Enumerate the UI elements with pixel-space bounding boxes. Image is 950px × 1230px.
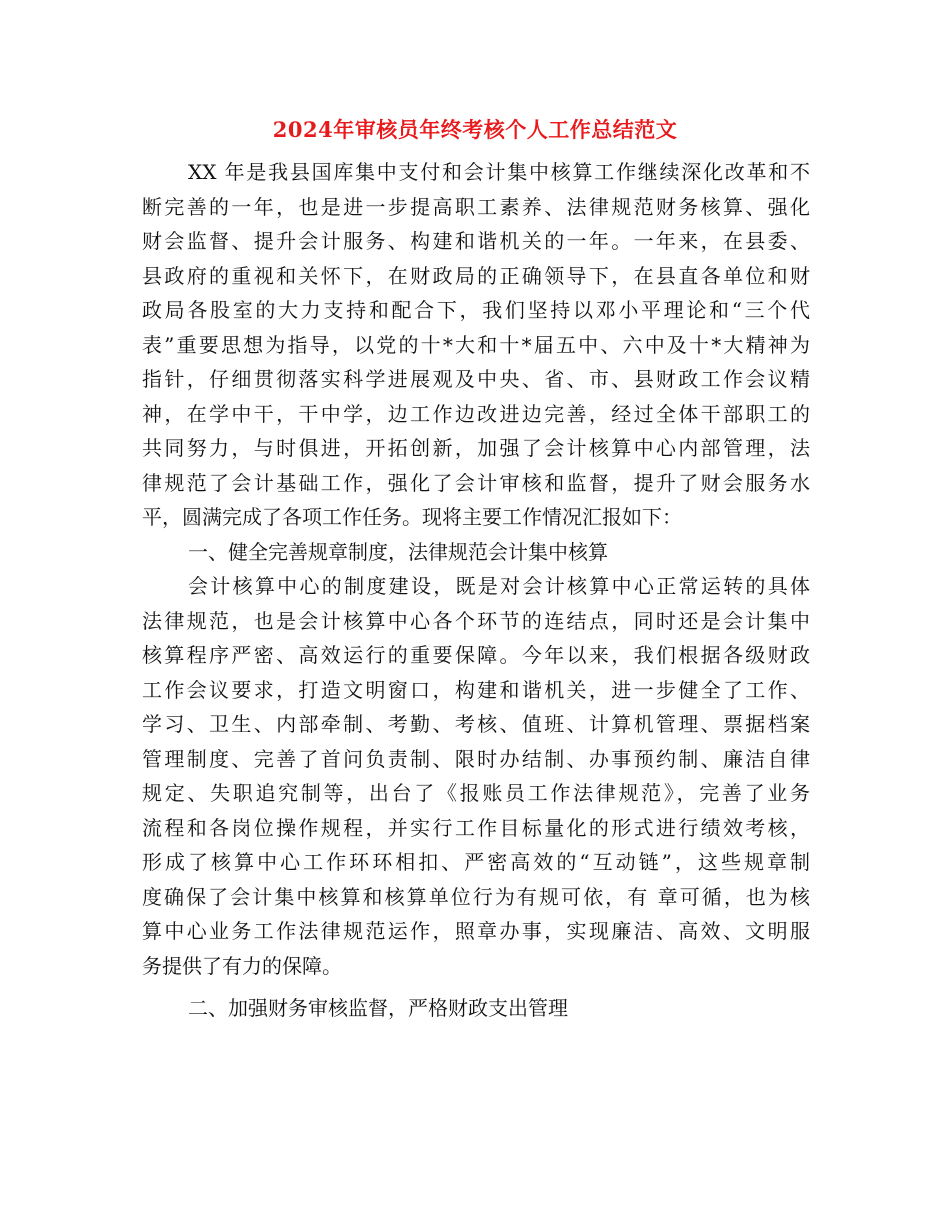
paragraph-line: 务提供了有力的保障。	[142, 953, 342, 978]
paragraph-line: 共同努力，与时俱进，开拓创新，加强了会计核算中心内部管理，法	[142, 436, 810, 460]
paragraph-line: 流程和各岗位操作规程，并实行工作目标量化的形式进行绩效考核，	[142, 815, 810, 840]
paragraph-line: 学习、卫生、内部牵制、考勤、考核、值班、计算机管理、票据档案	[142, 712, 810, 736]
spacer	[142, 983, 810, 991]
paragraph-line: 政局各股室的大力支持和配合下，我们坚持以邓小平理论和“三个代	[142, 298, 810, 322]
section-heading-2: 二、加强财务审核监督，严格财政支出管理	[188, 996, 568, 1020]
paragraph-line: 工作会议要求，打造文明窗口，构建和谐机关，进一步健全了工作、	[142, 677, 810, 702]
paragraph-line: 会计核算中心的制度建设，既是对会计核算中心正常运转的具体	[188, 574, 810, 598]
paragraph-line: 县政府的重视和关怀下，在财政局的正确领导下，在县直各单位和财	[142, 263, 810, 288]
document-title: 2024年审核员年终考核个人工作总结范文	[272, 117, 678, 142]
paragraph-line: 神，在学中干，干中学，边工作边改进边完善，经过全体干部职工的	[142, 401, 810, 426]
paragraph-line: 法律规范，也是会计核算中心各个环节的连结点，同时还是会计集中	[142, 608, 810, 633]
paragraph-line: 律规范了会计基础工作，强化了会计审核和监督，提升了财会服务水	[142, 470, 810, 495]
paragraph-line: 断完善的一年，也是进一步提高职工素养、法律规范财务核算、强化	[142, 194, 810, 219]
paragraph-line: 管理制度、完善了首问负责制、限时办结制、办事预约制、廉洁自律	[142, 746, 810, 771]
paragraph-line: XX 年是我县国库集中支付和会计集中核算工作继续深化改革和不	[188, 160, 810, 184]
paragraph-line: 指针，仔细贯彻落实科学进展观及中央、省、市、县财政工作会议精	[142, 367, 810, 391]
paragraph-line: 财会监督、提升会计服务、构建和谐机关的一年。一年来，在县委、	[142, 229, 810, 253]
paragraph-line: 规定、失职追究制等，出台了《报账员工作法律规范》，完善了业务	[142, 781, 810, 805]
section-heading-1: 一、健全完善规章制度，法律规范会计集中核算	[188, 539, 608, 564]
paragraph-line: 度确保了会计集中核算和核算单位行为有规可依，有 章可循，也为核	[142, 884, 810, 909]
paragraph-line: 形成了核算中心工作环环相扣、严密高效的“互动链”，这些规章制	[142, 850, 810, 874]
paragraph-line: 算中心业务工作法律规范运作，照章办事，实现廉洁、高效、文明服	[142, 919, 810, 943]
paragraph-line: 平，圆满完成了各项工作任务。现将主要工作情况汇报如下：	[142, 505, 682, 529]
paragraph-rules	[142, 569, 810, 983]
paragraph-line: 表”重要思想为指导，以党的十*大和十*届五中、六中及十*大精神为	[142, 332, 810, 357]
document-body	[142, 155, 810, 1026]
paragraph-line: 核算程序严密、高效运行的重要保障。今年以来，我们根据各级财政	[142, 643, 810, 667]
paragraph-intro	[142, 155, 810, 535]
